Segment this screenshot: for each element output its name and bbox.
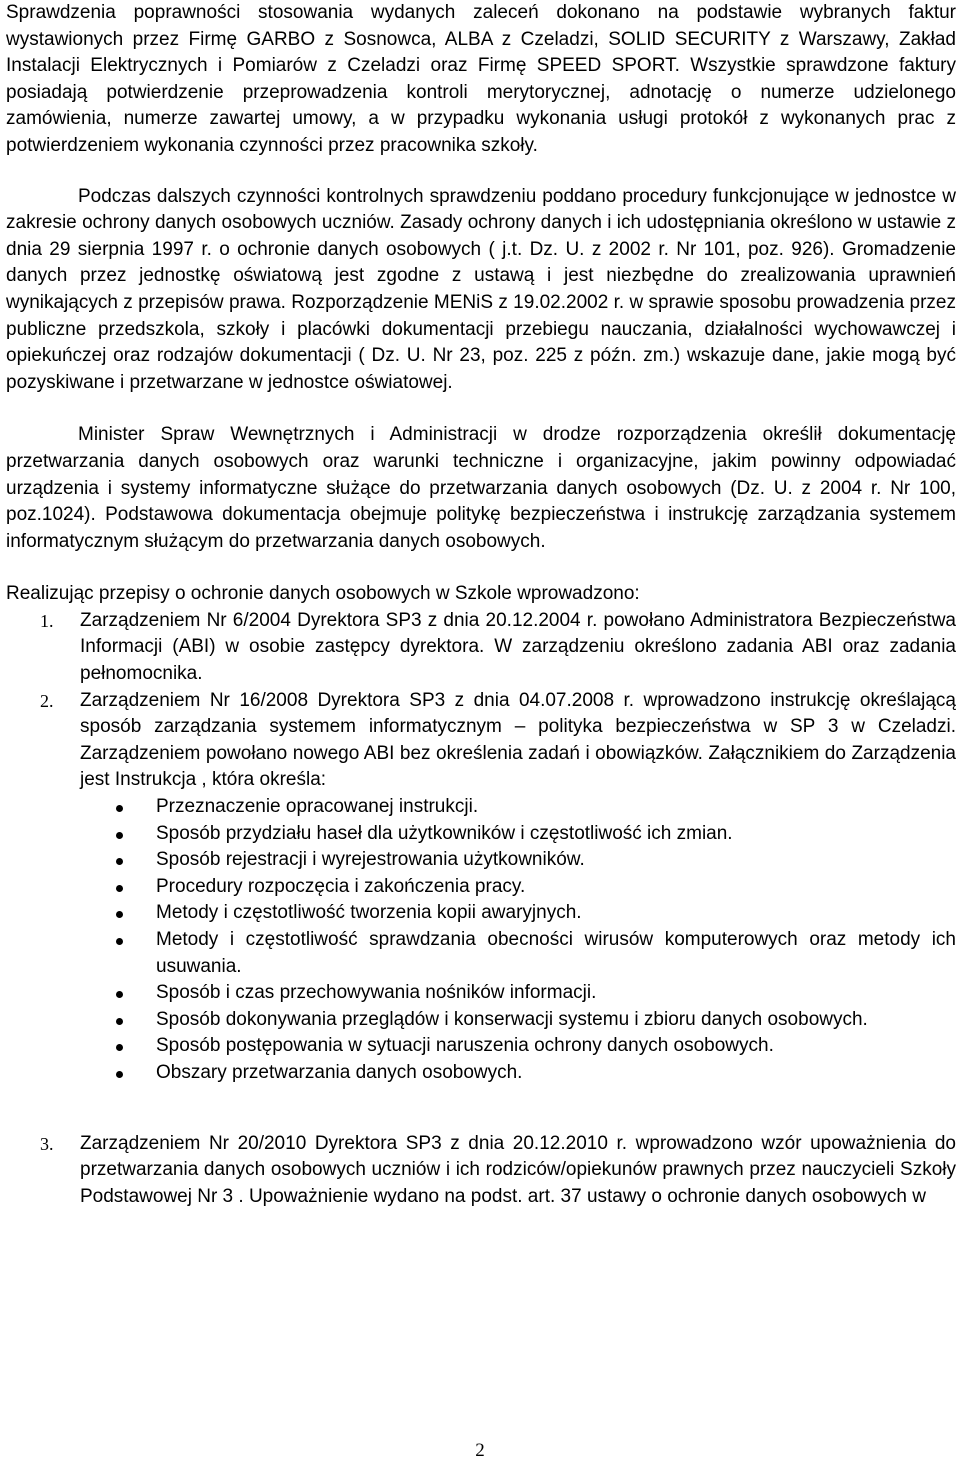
bullet-item: Metody i częstotliwość tworzenia kopii awaryjnych. [80,900,956,927]
paragraph-invoices: Sprawdzenia poprawności stosowania wydanych zaleceń dokonano na podstawie wybranych faktur wystawionych przez Firmę GARBO z Sosnowca, ALBA z Czeladzi, SOLID SECURITY z Warszawy, Zakład Instalacji Elektrycznych i Pomiarów z Czeladzi oraz Firmę SPEED SPORT. Wszystkie sprawdzone faktury posiadają potwierdzenie przeprowadzenia kontroli merytorycznej, adnotację o numerze udzielonego zamówienia, numerze zawartej umowy, a w przypadku wykonania usługi protokół z wykonanych prac z potwierdzeniem wykonania czynności przez pracownika szkoły. [6,2,956,156]
bullet-item: Sposób i czas przechowywania nośników informacji. [80,980,956,1007]
bullet-icon [116,1071,123,1078]
list-number: 2. [40,690,54,711]
bullet-item: Sposób dokonywania przeglądów i konserwacji systemu i zbioru danych osobowych. [80,1007,956,1034]
list-number: 1. [40,610,54,631]
bullet-icon [116,832,123,839]
list-item-text: Zarządzeniem Nr 16/2008 Dyrektora SP3 z dnia 04.07.2008 r. wprowadzono instrukcję określającą sposób zarządzania systemem informatycznym – polityka bezpieczeństwa w SP 3 w Czeladzi. Zarządzeniem powołano nowego ABI bez określenia zadań i obowiązków. Załącznikiem do Zarządzenia jest Instrukcja , która określa: [80,689,956,791]
page-number: 2 [475,1440,485,1461]
bullet-item: Sposób przydziału haseł dla użytkowników i częstotliwość ich zmian. [80,821,956,848]
list-item-2 [6,688,956,1087]
list-number: 3. [40,1133,54,1154]
bullet-list [80,794,956,1087]
bullet-icon [116,858,123,865]
bullet-item: Sposób postępowania w sytuacji naruszenia ochrony danych osobowych. [80,1033,956,1060]
bullet-item: Obszary przetwarzania danych osobowych. [80,1060,956,1087]
bullet-icon [116,1044,123,1051]
bullet-item: Przeznaczenie opracowanej instrukcji. [80,794,956,821]
bullet-item: Sposób rejestracji i wyrejestrowania użytkowników. [80,847,956,874]
list-item-text: Zarządzeniem Nr 20/2010 Dyrektora SP3 z dnia 20.12.2010 r. wprowadzono wzór upoważnienia do przetwarzania danych osobowych uczniów i ich rodziców/opiekunów prawnych przez nauczycieli Szkoły Podstawowej Nr 3 . Upoważnienie wydano na podst. art. 37 ustawy o ochronie danych osobowych w [80,1132,956,1207]
list-item-text: Zarządzeniem Nr 6/2004 Dyrektora SP3 z dnia 20.12.2004 r. powołano Administratora Bezpieczeństwa Informacji (ABI) w osobie zastępcy dyrektora. W zarządzeniu określono zadania ABI oraz zadania pełnomocnika. [80,609,956,685]
bullet-icon [116,938,123,945]
document-page [6,0,956,1210]
paragraph-data-protection: Podczas dalszych czynności kontrolnych sprawdzeniu poddano procedury funkcjonujące w jednostce w zakresie ochrony danych osobowych uczniów. Zasady ochrony danych i ich udostępniania określono w ustawie z dnia 29 sierpnia 1997 r. o ochronie danych osobowych ( j.t. Dz. U. z 2002 r. Nr 101, poz. 926). Gromadzenie danych przez jednostkę oświatową jest zgodne z ustawą i jest niezbędne do zrealizowania uprawnień wynikających z przepisów prawa. Rozporządzenie MENiS z 19.02.2002 r. w sprawie sposobu prowadzenia przez publiczne przedszkola, szkoły i placówki dokumentacji przebiegu nauczania, działalności wychowawczej i opiekuńczej oraz rodzajów dokumentacji ( Dz. U. Nr 23, poz. 225 z późn. zm.) wskazuje dane, jakie mogą być pozyskiwane i przetwarzane w jednostce oświatowej. [6,185,956,393]
bullet-icon [116,805,123,812]
list-item-1 [6,608,956,688]
list-item-3 [6,1131,956,1211]
bullet-icon [116,911,123,918]
bullet-icon [116,885,123,892]
bullet-item: Procedury rozpoczęcia i zakończenia pracy. [80,874,956,901]
bullet-item: Metody i częstotliwość sprawdzania obecności wirusów komputerowych oraz metody ich usuwania. [80,927,956,980]
paragraph-list-lead: Realizując przepisy o ochronie danych osobowych w Szkole wprowadzono: [6,583,640,605]
bullet-icon [116,1018,123,1025]
paragraph-minister-regulation: Minister Spraw Wewnętrznych i Administracji w drodze rozporządzenia określił dokumentację przetwarzania danych osobowych oraz warunki techniczne i organizacyjne, jakim powinny odpowiadać urządzenia i systemy informatyczne służące do przetwarzania danych osobowych (Dz. U. z 2004 r. Nr 100, poz.1024). Podstawowa dokumentacja obejmuje politykę bezpieczeństwa i instrukcję zarządzania systemem informatycznym służącym do przetwarzania danych osobowych. [6,424,956,552]
numbered-list [6,608,956,1087]
bullet-icon [116,991,123,998]
